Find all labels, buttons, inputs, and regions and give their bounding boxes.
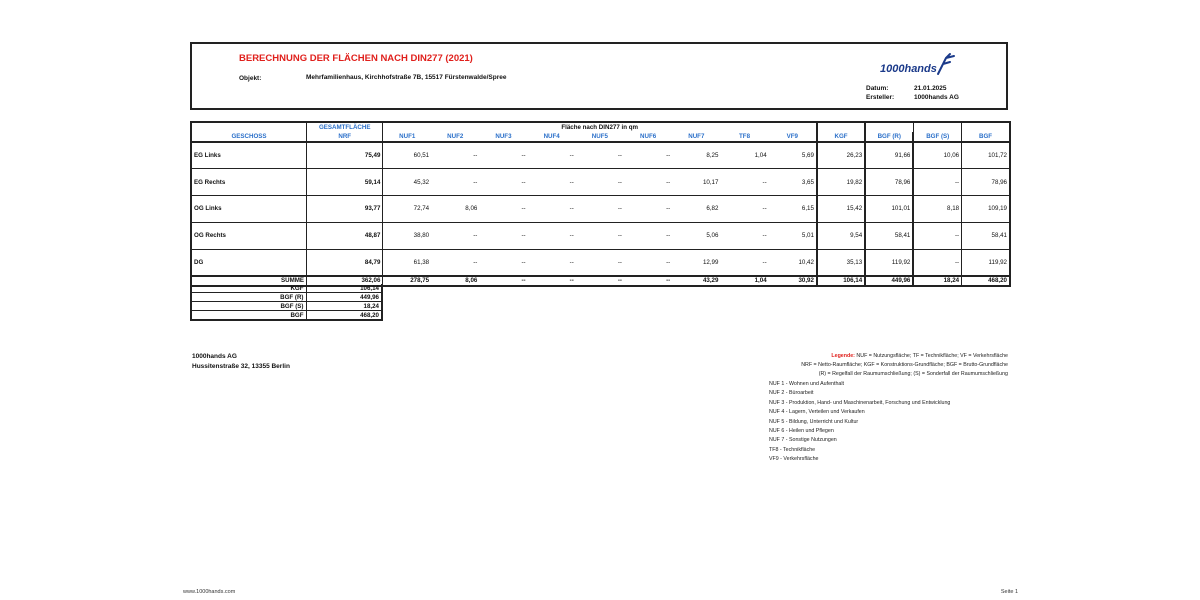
row-nrf: 75,49 bbox=[307, 142, 383, 169]
table-row bbox=[191, 222, 1010, 249]
header-box bbox=[190, 42, 1008, 110]
summary-value: 106,14 bbox=[306, 284, 382, 293]
table-cell: -- bbox=[576, 169, 624, 196]
legend-label: Legende: bbox=[831, 353, 855, 359]
row-name: DG bbox=[191, 249, 307, 276]
table-cell: 18,24 bbox=[913, 276, 961, 286]
summary-row bbox=[191, 284, 382, 293]
table-cell: 61,38 bbox=[383, 249, 431, 276]
table-cell: -- bbox=[528, 142, 576, 169]
company-address: Hussitenstraße 32, 13355 Berlin bbox=[192, 363, 290, 370]
row-nrf: 93,77 bbox=[307, 196, 383, 223]
table-cell: 8,18 bbox=[913, 196, 961, 223]
table-cell: 6,82 bbox=[672, 196, 720, 223]
legend-item: NUF 7 - Sonstige Nutzungen bbox=[769, 437, 837, 444]
ersteller-value: 1000hands AG bbox=[914, 94, 959, 101]
legend-item: TF8 - Technikfläche bbox=[769, 446, 816, 453]
legend-line-2: NRF = Netto-Raumfläche; KGF = Konstruktions-Grundfläche; BGF = Brutto-Grundfläche bbox=[801, 362, 1008, 368]
table-cell: 101,72 bbox=[962, 142, 1010, 169]
summe-nrf: 362,06 bbox=[307, 276, 383, 286]
footer-url: www.1000hands.com bbox=[183, 589, 236, 595]
table-cell: 5,06 bbox=[672, 222, 720, 249]
document-title: BERECHNUNG DER FLÄCHEN NACH DIN277 (2021) bbox=[239, 53, 473, 64]
row-name: OG Links bbox=[191, 196, 307, 223]
table-cell: 9,54 bbox=[817, 222, 865, 249]
column-header: NUF5 bbox=[576, 132, 624, 142]
footer-page: Seite 1 bbox=[1000, 589, 1018, 595]
column-header: BGF (R) bbox=[865, 132, 913, 142]
row-nrf: 84,79 bbox=[307, 249, 383, 276]
table-cell: 58,41 bbox=[962, 222, 1010, 249]
table-cell: 19,82 bbox=[817, 169, 865, 196]
legend-item: NUF 5 - Bildung, Unterricht und Kultur bbox=[769, 418, 859, 425]
table-cell: 45,32 bbox=[383, 169, 431, 196]
table-cell: -- bbox=[431, 222, 479, 249]
table-cell: -- bbox=[479, 196, 527, 223]
table-cell: -- bbox=[479, 249, 527, 276]
table-cell: -- bbox=[576, 222, 624, 249]
table-cell: 468,20 bbox=[962, 276, 1010, 286]
summary-value: 449,96 bbox=[306, 293, 382, 302]
table-cell: -- bbox=[624, 169, 672, 196]
table-cell: -- bbox=[479, 142, 527, 169]
nrf-header: NRF bbox=[307, 132, 383, 142]
table-cell: -- bbox=[528, 169, 576, 196]
row-nrf: 48,87 bbox=[307, 222, 383, 249]
table-cell: -- bbox=[576, 276, 624, 286]
table-cell: 5,69 bbox=[769, 142, 817, 169]
table-cell: 72,74 bbox=[383, 196, 431, 223]
column-header: NUF7 bbox=[672, 132, 720, 142]
legend-text-1: NUF = Nutzungsfläche; TF = Technikfläche; VF = Verkehrsfläche bbox=[856, 353, 1008, 359]
table-cell: -- bbox=[528, 222, 576, 249]
table-cell: -- bbox=[528, 249, 576, 276]
column-header: NUF4 bbox=[528, 132, 576, 142]
legend-item: NUF 2 - Büroarbeit bbox=[769, 390, 814, 397]
table-cell: -- bbox=[479, 169, 527, 196]
table-cell: -- bbox=[431, 142, 479, 169]
table-cell: -- bbox=[528, 276, 576, 286]
gesamtflaeche-header: GESAMTFLÄCHE bbox=[307, 122, 383, 132]
column-header: BGF bbox=[962, 132, 1010, 142]
table-cell: 38,80 bbox=[383, 222, 431, 249]
table-cell: 119,92 bbox=[865, 249, 913, 276]
table-cell: -- bbox=[913, 249, 961, 276]
table-cell: 101,01 bbox=[865, 196, 913, 223]
company-logo bbox=[880, 50, 958, 80]
table-cell: -- bbox=[720, 196, 768, 223]
row-name: OG Rechts bbox=[191, 222, 307, 249]
summary-value: 468,20 bbox=[306, 311, 382, 321]
legend-item: NUF 3 - Produktion, Hand- und Maschinenarbeit, Forschung und Entwicklung bbox=[769, 399, 951, 406]
table-row bbox=[191, 196, 1010, 223]
legend-item: NUF 1 - Wohnen und Aufenthalt bbox=[769, 381, 844, 387]
table-cell: 6,15 bbox=[769, 196, 817, 223]
table-cell: -- bbox=[624, 276, 672, 286]
company-name: 1000hands AG bbox=[192, 353, 237, 360]
row-name: EG Links bbox=[191, 142, 307, 169]
table-cell: 43,29 bbox=[672, 276, 720, 286]
summary-table bbox=[190, 284, 383, 321]
area-table bbox=[190, 121, 1011, 287]
logo-text: 1000hands bbox=[880, 63, 937, 75]
legend-item: NUF 4 - Lagern, Verteilen und Verkaufen bbox=[769, 409, 865, 416]
column-header: NUF2 bbox=[431, 132, 479, 142]
table-cell: 26,23 bbox=[817, 142, 865, 169]
row-name: EG Rechts bbox=[191, 169, 307, 196]
column-header: TF8 bbox=[720, 132, 768, 142]
table-cell: 10,06 bbox=[913, 142, 961, 169]
ersteller-label: Ersteller: bbox=[866, 94, 895, 101]
table-cell: -- bbox=[720, 222, 768, 249]
legend-item: VF9 - Verkehrsfläche bbox=[769, 456, 819, 463]
table-cell: 91,66 bbox=[865, 142, 913, 169]
column-header: BGF (S) bbox=[913, 132, 961, 142]
datum-label: Datum: bbox=[866, 85, 889, 92]
column-header: KGF bbox=[817, 132, 865, 142]
summary-value: 18,24 bbox=[306, 302, 382, 311]
datum-value: 21.01.2025 bbox=[914, 85, 947, 92]
table-cell: 278,75 bbox=[383, 276, 431, 286]
table-cell: 30,92 bbox=[769, 276, 817, 286]
summary-row bbox=[191, 302, 382, 311]
table-row bbox=[191, 249, 1010, 276]
summary-label: BGF (S) bbox=[191, 302, 306, 311]
table-cell: 15,42 bbox=[817, 196, 865, 223]
table-cell: 449,96 bbox=[865, 276, 913, 286]
table-cell: 35,13 bbox=[817, 249, 865, 276]
table-cell: 8,06 bbox=[431, 276, 479, 286]
table-cell: -- bbox=[576, 249, 624, 276]
summary-row bbox=[191, 311, 382, 321]
table-cell: -- bbox=[624, 222, 672, 249]
objekt-label: Objekt: bbox=[239, 75, 262, 82]
table-cell: 60,51 bbox=[383, 142, 431, 169]
group-header: Fläche nach DIN277 in qm bbox=[383, 122, 817, 132]
summary-label: BGF bbox=[191, 311, 306, 321]
table-cell: 12,99 bbox=[672, 249, 720, 276]
table-cell: 109,19 bbox=[962, 196, 1010, 223]
table-cell: -- bbox=[720, 169, 768, 196]
summary-row bbox=[191, 293, 382, 302]
objekt-value: Mehrfamilienhaus, Kirchhofstraße 7B, 15517 Fürstenwalde/Spree bbox=[306, 74, 507, 81]
summe-label: SUMME bbox=[191, 276, 307, 286]
table-cell: -- bbox=[479, 276, 527, 286]
table-cell: -- bbox=[913, 169, 961, 196]
table-cell: 3,65 bbox=[769, 169, 817, 196]
legend-line-3: (R) = Regelfall der Raumumschließung; (S) = Sonderfall der Raumumschließung bbox=[818, 371, 1008, 377]
legend-item: NUF 6 - Heilen und Pflegen bbox=[769, 428, 834, 434]
geschoss-header-top bbox=[191, 122, 307, 132]
table-cell: 106,14 bbox=[817, 276, 865, 286]
table-cell: -- bbox=[624, 249, 672, 276]
table-cell: 78,96 bbox=[962, 169, 1010, 196]
table-cell: 1,04 bbox=[720, 142, 768, 169]
column-header: NUF3 bbox=[479, 132, 527, 142]
table-cell: 78,96 bbox=[865, 169, 913, 196]
table-cell: -- bbox=[913, 222, 961, 249]
column-header: NUF1 bbox=[383, 132, 431, 142]
table-cell: -- bbox=[528, 196, 576, 223]
summary-label: KGF bbox=[191, 284, 306, 293]
table-cell: -- bbox=[624, 142, 672, 169]
column-header: NUF6 bbox=[624, 132, 672, 142]
table-cell: 8,25 bbox=[672, 142, 720, 169]
table-cell: 1,04 bbox=[720, 276, 768, 286]
legend-line-1 bbox=[831, 353, 1008, 359]
summary-label: BGF (R) bbox=[191, 293, 306, 302]
table-cell: -- bbox=[431, 169, 479, 196]
table-cell: 8,06 bbox=[431, 196, 479, 223]
table-cell: 10,42 bbox=[769, 249, 817, 276]
table-cell: 5,01 bbox=[769, 222, 817, 249]
table-cell: -- bbox=[624, 196, 672, 223]
table-cell: -- bbox=[479, 222, 527, 249]
table-cell: 58,41 bbox=[865, 222, 913, 249]
table-row bbox=[191, 142, 1010, 169]
table-cell: -- bbox=[576, 196, 624, 223]
table-row bbox=[191, 169, 1010, 196]
column-header: VF9 bbox=[769, 132, 817, 142]
table-cell: -- bbox=[576, 142, 624, 169]
geschoss-header: GESCHOSS bbox=[191, 132, 307, 142]
table-cell: 10,17 bbox=[672, 169, 720, 196]
table-cell: -- bbox=[431, 249, 479, 276]
row-nrf: 59,14 bbox=[307, 169, 383, 196]
table-cell: 119,92 bbox=[962, 249, 1010, 276]
table-cell: -- bbox=[720, 249, 768, 276]
